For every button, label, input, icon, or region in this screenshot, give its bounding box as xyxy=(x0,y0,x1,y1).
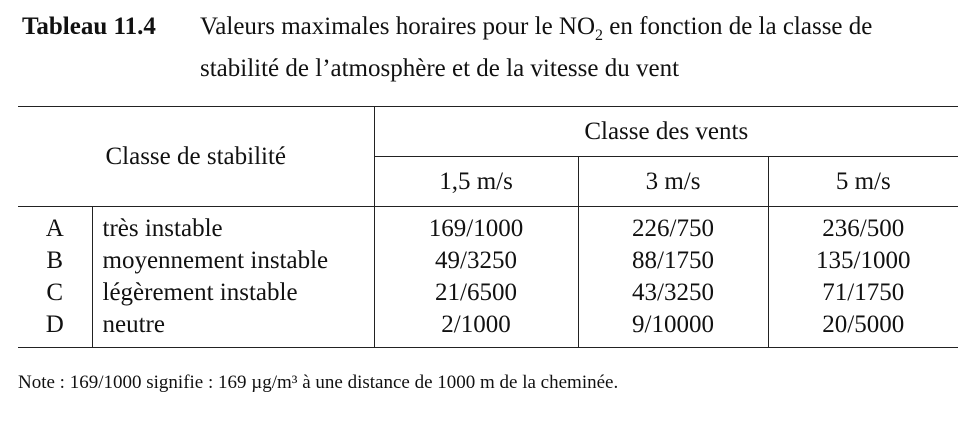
table-row xyxy=(18,277,958,309)
row-code: A xyxy=(18,207,92,246)
cell-value: 88/1750 xyxy=(578,245,768,277)
cell-value: 236/500 xyxy=(822,215,905,242)
header-speed-1: 1,5 m/s xyxy=(374,157,578,207)
row-label: neutre xyxy=(92,309,374,348)
table-note: Note : 169/1000 signifie : 169 µg/m³ à une distance de 1000 m de la cheminée. xyxy=(18,372,619,393)
table-row xyxy=(18,309,958,348)
caption-line-2: stabilité de l’atmosphère et de la vitesse du vent xyxy=(200,55,680,82)
caption-label: Tableau 11.4 xyxy=(22,13,156,40)
header-speed-2: 3 m/s xyxy=(578,157,768,207)
cell-value: 71/1750 xyxy=(822,279,905,306)
header-speed-3: 5 m/s xyxy=(768,157,958,207)
cell-value: 2/1000 xyxy=(374,309,578,348)
row-code: C xyxy=(18,277,92,309)
cell-value: 21/6500 xyxy=(374,277,578,309)
caption-subscript: 2 xyxy=(595,27,604,44)
data-table-container xyxy=(18,106,958,348)
caption-line-1-end: en fonction de la classe de xyxy=(603,13,873,40)
data-table xyxy=(18,106,958,348)
caption-line-1 xyxy=(200,10,965,52)
cell-value: 49/3250 xyxy=(374,245,578,277)
caption-text xyxy=(200,10,965,85)
row-label: moyennement instable xyxy=(92,245,374,277)
table-row xyxy=(18,207,958,246)
row-code: B xyxy=(18,245,92,277)
table-row xyxy=(18,245,958,277)
row-label: très instable xyxy=(92,207,374,246)
cell-value: 135/1000 xyxy=(816,247,911,274)
header-stability-class: Classe de stabilité xyxy=(18,107,374,207)
caption-line-1-start: Valeurs maximales horaires pour le NO xyxy=(200,13,596,40)
header-wind-class: Classe des vents xyxy=(374,107,958,157)
cell-value: 20/5000 xyxy=(768,309,958,348)
cell-value: 226/750 xyxy=(578,207,768,246)
row-code: D xyxy=(18,309,92,348)
cell-value: 169/1000 xyxy=(374,207,578,246)
header-row-1 xyxy=(18,107,958,157)
cell-value: 9/10000 xyxy=(578,309,768,348)
row-label: légèrement instable xyxy=(92,277,374,309)
cell-value: 43/3250 xyxy=(578,277,768,309)
